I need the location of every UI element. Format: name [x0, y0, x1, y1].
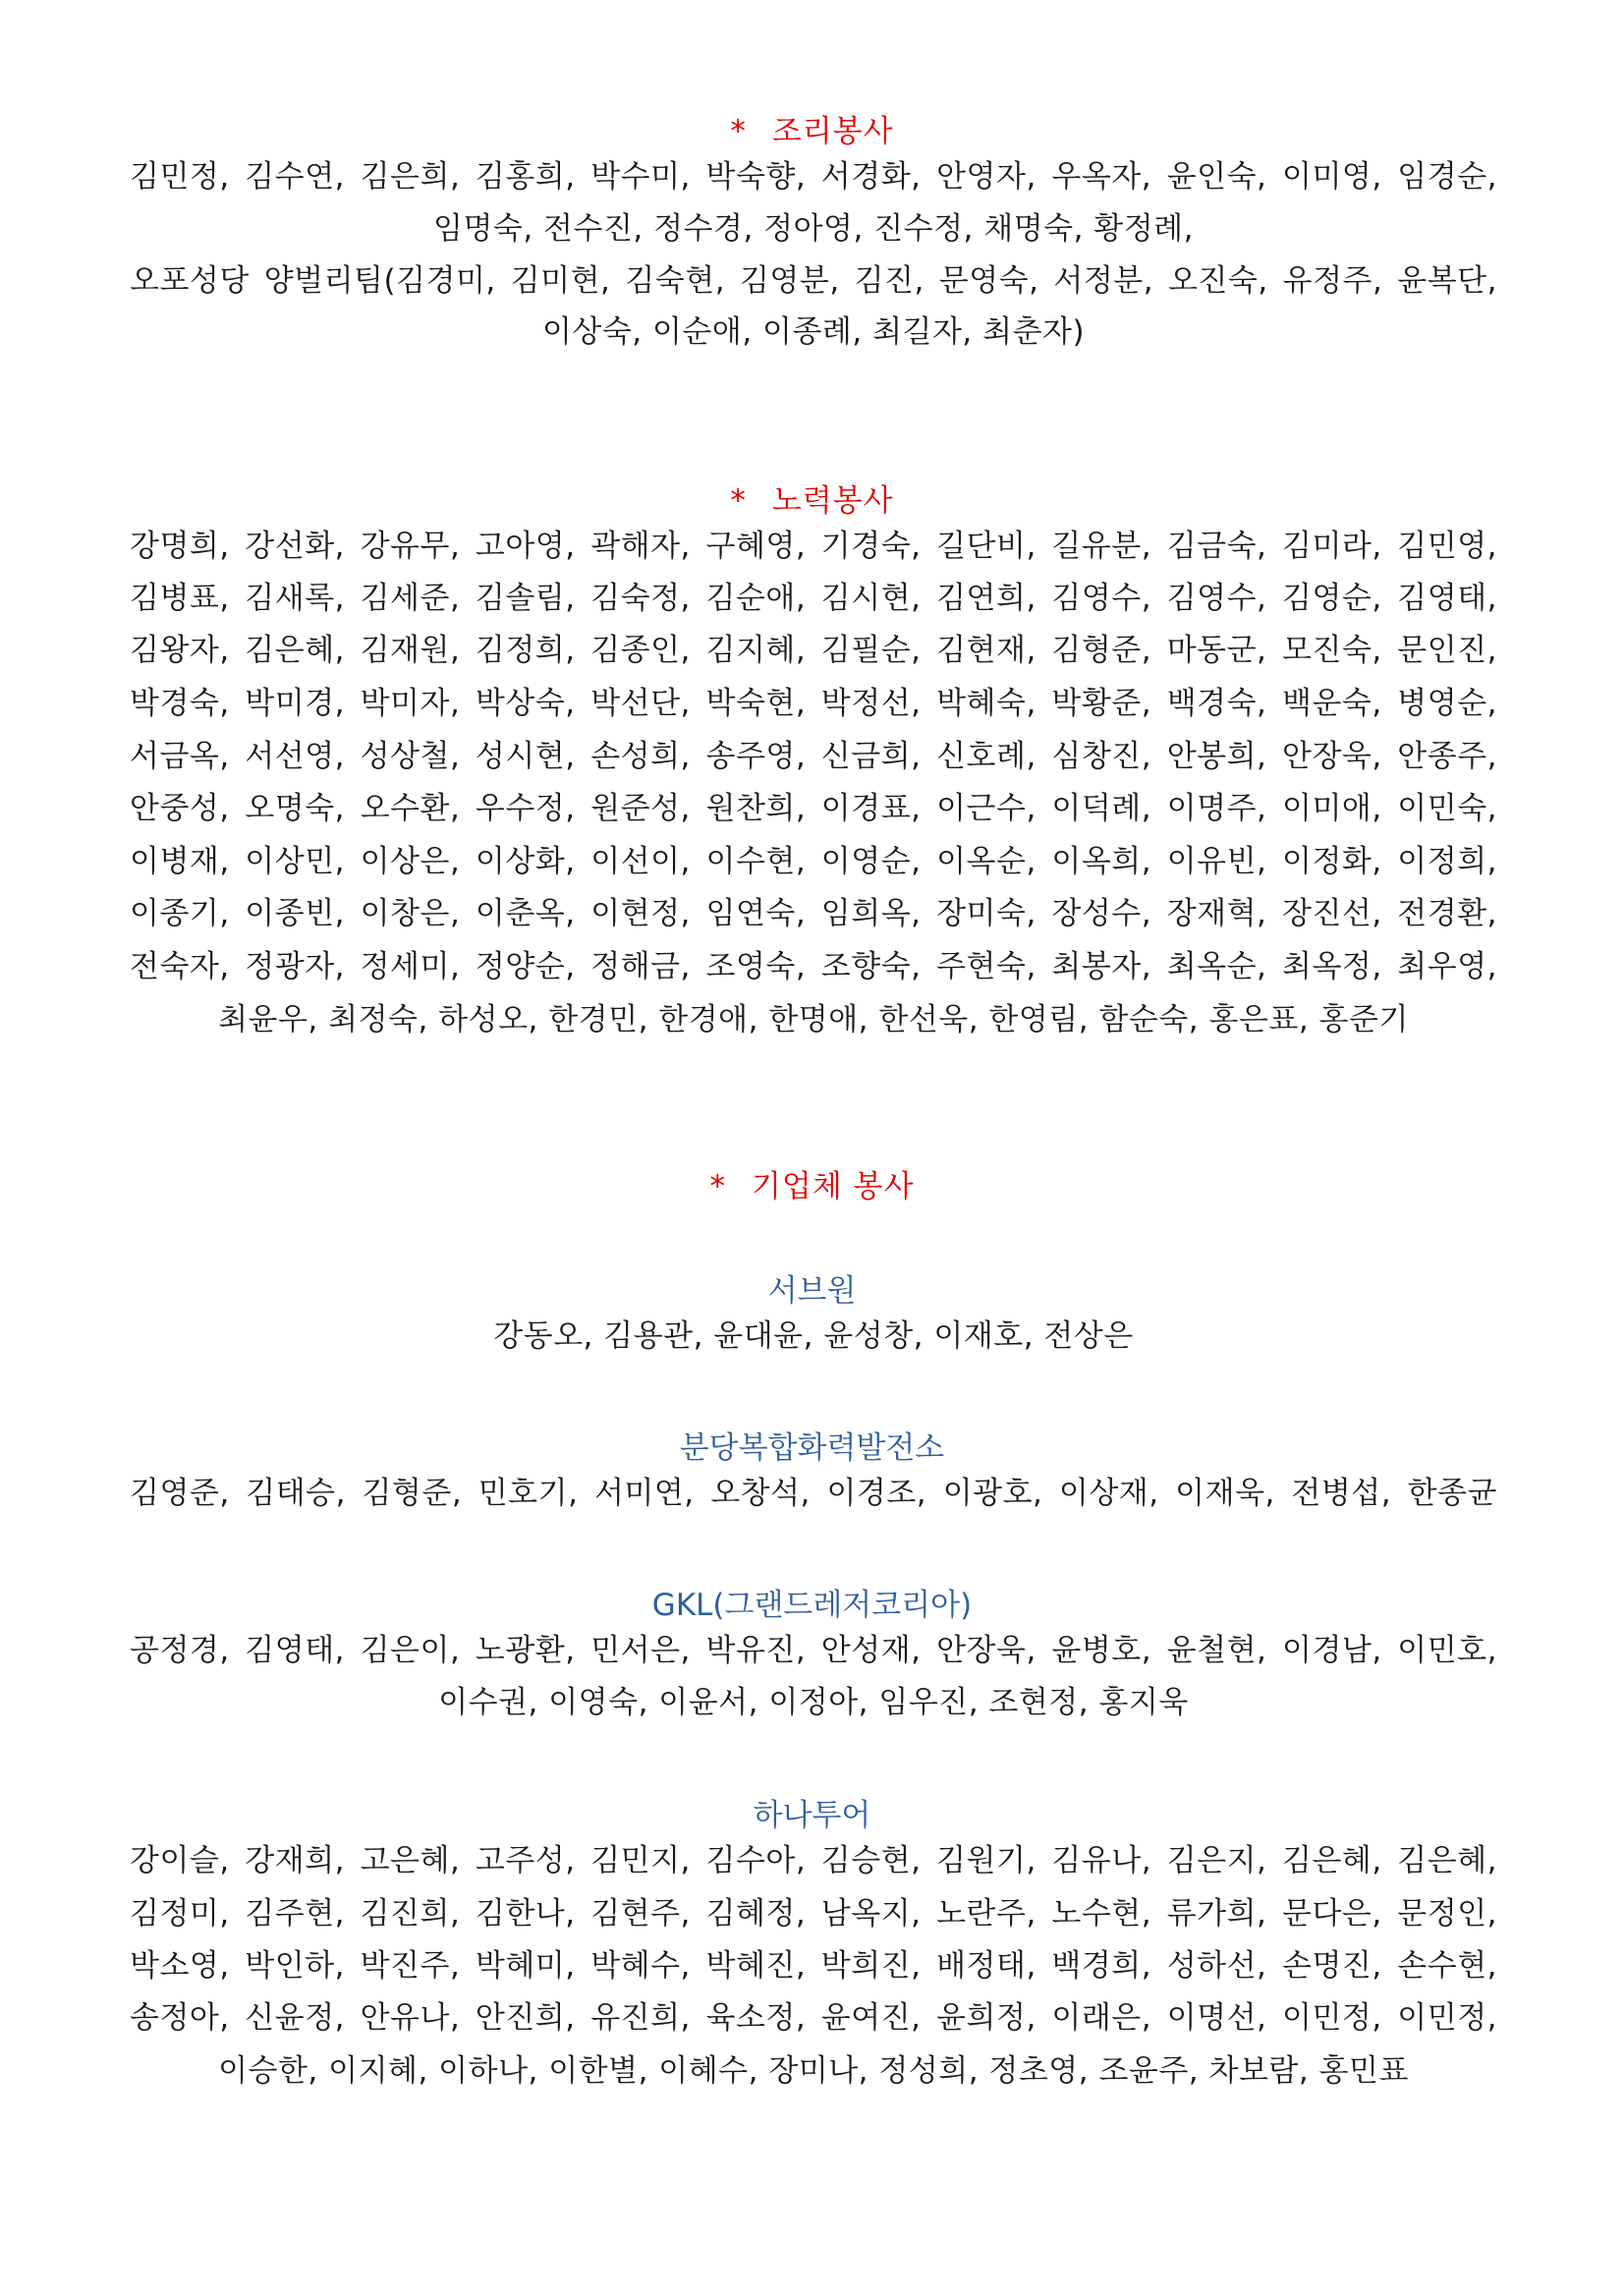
section-title-cooking: [0, 106, 1624, 150]
bundang-power-names-line: 김영준, 김태승, 김형준, 민호기, 서미연, 오창석, 이경조, 이광호, 이상재, 이재욱, 전병섭, 한종균: [130, 1476, 1497, 1511]
cooking-names-line: 오포성당 양벌리팀(김경미, 김미현, 김숙현, 김영분, 김진, 문영숙, 서정분, 오진숙, 유정주, 윤복단,: [130, 263, 1497, 299]
hanatour-names-line: 강이슬, 강재희, 고은혜, 고주성, 김민지, 김수아, 김승현, 김원기, 김유나, 김은지, 김은혜, 김은혜,: [130, 1843, 1497, 1878]
labor-names-line: 이종기, 이종빈, 이창은, 이춘옥, 이현정, 임연숙, 임희옥, 장미숙, 장성수, 장재혁, 장진선, 전경환,: [130, 896, 1497, 931]
hanatour-names-line: 송정아, 신윤정, 안유나, 안진희, 유진희, 육소정, 윤여진, 윤희정, 이래은, 이명선, 이민정, 이민정,: [130, 2000, 1497, 2036]
bullet-star-icon: *: [730, 483, 747, 519]
gkl-names-line: 공정경, 김영태, 김은이, 노광환, 민서은, 박유진, 안성재, 안장욱, 윤병호, 윤철현, 이경남, 이민호,: [130, 1633, 1497, 1668]
section-title-corporate-label: 기업체 봉사: [751, 1169, 915, 1204]
group-title-gkl: GKL(그랜드레저코리아): [651, 1588, 973, 1623]
cooking-names-line: 김민정, 김수연, 김은희, 김홍희, 박수미, 박숙향, 서경화, 안영자, 우옥자, 윤인숙, 이미영, 임경순,: [130, 159, 1497, 195]
labor-names-line: 김왕자, 김은혜, 김재원, 김정희, 김종인, 김지혜, 김필순, 김현재, 김형준, 마동군, 모진숙, 문인진,: [130, 633, 1497, 668]
section-title-cooking-label: 조리봉사: [771, 114, 894, 149]
hanatour-names-line: 이승한, 이지혜, 이하나, 이한별, 이혜수, 장미나, 정성희, 정초영, 조윤주, 차보람, 홍민표: [218, 2053, 1409, 2089]
labor-names-line: 전숙자, 정광자, 정세미, 정양순, 정해금, 조영숙, 조향숙, 주현숙, 최봉자, 최옥순, 최옥정, 최우영,: [130, 949, 1497, 984]
labor-names-line: 이병재, 이상민, 이상은, 이상화, 이선이, 이수현, 이영순, 이옥순, 이옥희, 이유빈, 이정화, 이정희,: [130, 844, 1497, 879]
labor-names-line: 최윤우, 최정숙, 하성오, 한경민, 한경애, 한명애, 한선욱, 한영림, 함순숙, 홍은표, 홍준기: [218, 1002, 1409, 1037]
group-title-bundang-power: 분당복합화력발전소: [679, 1430, 945, 1466]
cooking-names-line: 이상숙, 이순애, 이종례, 최길자, 최춘자): [541, 314, 1086, 350]
group-title-serveone: 서브원: [767, 1273, 857, 1309]
labor-names-line: 안중성, 오명숙, 오수환, 우수정, 원준성, 원찬희, 이경표, 이근수, 이덕례, 이명주, 이미애, 이민숙,: [130, 791, 1497, 826]
bullet-star-icon: *: [709, 1169, 726, 1204]
labor-names-line: 서금옥, 서선영, 성상철, 성시현, 손성희, 송주영, 신금희, 신호례, 심창진, 안봉희, 안장욱, 안종주,: [130, 739, 1497, 774]
labor-names-line: 박경숙, 박미경, 박미자, 박상숙, 박선단, 박숙현, 박정선, 박혜숙, 박황준, 백경숙, 백운숙, 병영순,: [130, 686, 1497, 721]
bullet-star-icon: *: [730, 114, 747, 149]
gkl-names-line: 이수권, 이영숙, 이윤서, 이정아, 임우진, 조현정, 홍지욱: [438, 1685, 1189, 1720]
labor-names-line: 강명희, 강선화, 강유무, 고아영, 곽해자, 구혜영, 기경숙, 길단비, 길유분, 김금숙, 김미라, 김민영,: [130, 529, 1497, 564]
section-title-labor-label: 노력봉사: [771, 483, 894, 519]
group-title-hanatour: 하나투어: [753, 1798, 871, 1833]
hanatour-names-line: 김정미, 김주현, 김진희, 김한나, 김현주, 김혜정, 남옥지, 노란주, 노수현, 류가희, 문다은, 문정인,: [130, 1896, 1497, 1932]
hanatour-names-line: 박소영, 박인하, 박진주, 박혜미, 박혜수, 박혜진, 박희진, 배정태, 백경희, 성하선, 손명진, 손수현,: [130, 1948, 1497, 1984]
serveone-names-line: 강동오, 김용관, 윤대윤, 윤성창, 이재호, 전상은: [493, 1318, 1134, 1354]
labor-names-line: 김병표, 김새록, 김세준, 김솔림, 김숙정, 김순애, 김시현, 김연희, 김영수, 김영수, 김영순, 김영태,: [130, 581, 1497, 616]
section-title-labor: [0, 476, 1624, 520]
section-title-corporate: [0, 1161, 1624, 1205]
cooking-names-line: 임명숙, 전수진, 정수경, 정아영, 진수정, 채명숙, 황정례,: [433, 211, 1194, 247]
